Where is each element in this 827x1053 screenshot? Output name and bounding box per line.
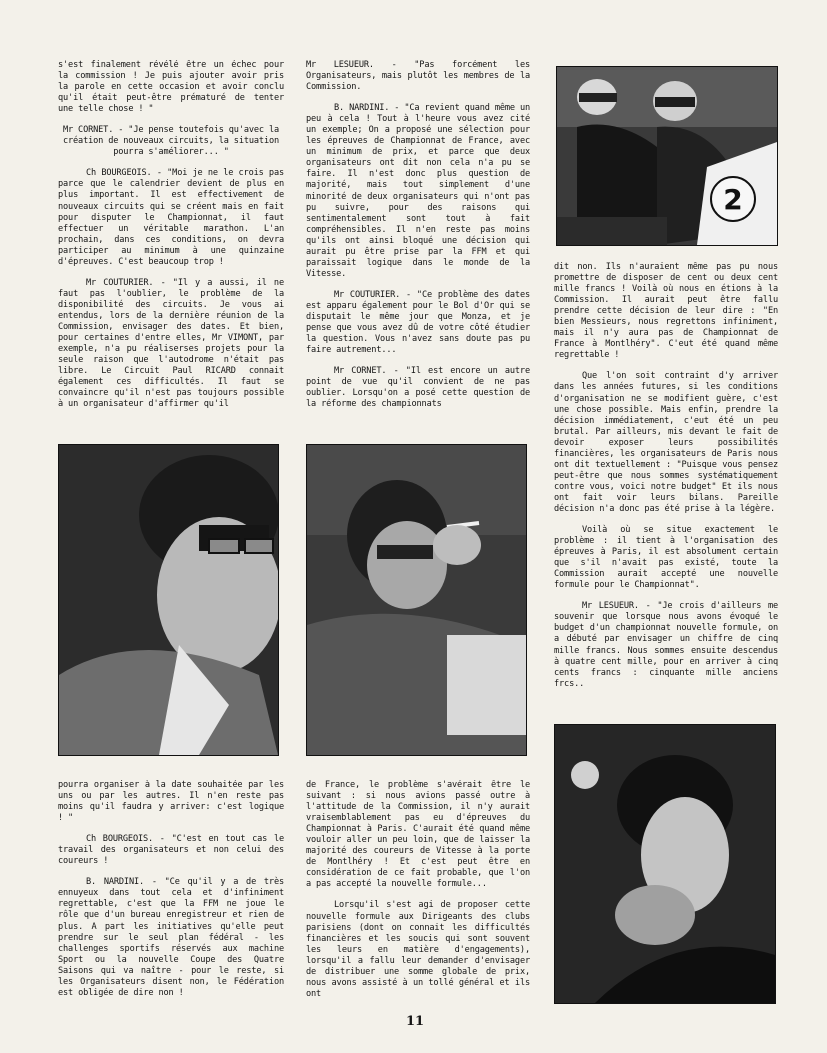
photo-man-cigarette [306, 444, 527, 756]
column-2-top [306, 60, 530, 430]
race-number: 2 [723, 183, 743, 216]
paragraph: Mr CORNET. - "Je pense toutefois qu'avec la création de nouveaux circuits, la situation pourra s'améliorer... " [62, 125, 280, 158]
man-glasses-image [59, 445, 278, 755]
paragraph: Mr COUTURIER. - "Ce problème des dates est apparu également pour le Bol d'Or qui se disputait le même jour que Monza, et je pense que vous avez dû de votre côté étudier la question. Vous n'avez sans doute pas pu faire autrement... [306, 289, 530, 356]
column-2-bottom [306, 780, 530, 1006]
paragraph: Que l'on soit contraint d'y arriver dans les années futures, si les conditions d'organisation ne se modifient guère, c'est une chose possible. Mais enfin, prendre la décision immédiatement, c'eut été un peu brutal. Par ailleurs, mis devant le fait de devoir exposer leurs possibilités financières, les organisateurs de Paris nous ont dit textuellement : "Puisque vous pensez peut-être que nous sommes systématiquement contre vous, voici notre budget" Et ils nous ont fait voir leurs bilans. Pareille décision n'a donc pas été prise à la légère. [554, 371, 778, 514]
column-1-top [58, 60, 284, 430]
photo-man-glasses [58, 444, 279, 756]
paragraph: B. NARDINI. - "Ce qu'il y a de très ennuyeux dans tout cela et d'infiniment regrettable, c'est que la FFM ne joue le rôle que d'un bureau enregistreur et rien de plus. A part les initiatives qu'elle peut prendre sur le seul plan fédéral - les challenges sportifs réservés aux machine Sport ou la nouvelle Coupe des Quatre Saisons qui va naître - pour le reste, si les Organisateurs disent non, le Fédération est obligée de dire non ! [58, 877, 284, 998]
paragraph: s'est finalement révélé être un échec pour la commission ! Je puis ajouter avoir pris la parole en cette occasion et avoir conclu qu'il était peut-être prématuré de tenter une telle chose ! " [58, 60, 284, 115]
paragraph: de France, le problème s'avérait être le suivant : si nous avions passé outre à l'attitude de la Commission, il n'y aurait vraisemblablement pas eu d'épreuves du Championnat à Paris. C'aurait été quand même vouloir aller un peu loin, que de laisser la majorité des coureurs de Vitesse à la porte de Montlhéry ! Et c'est peut être en considération de ce fait probable, que l'on a pas accepté la nouvelle formule... [306, 780, 530, 890]
paragraph: Ch BOURGEOIS. - "Moi je ne le crois pas parce que le calendrier devient de plus en plus important. Il est effectivement de nouveaux circuits qui se créent mais en fait pour disputer le Championnat, il faut effectuer un véritable marathon. L'an prochain, dans ces conditions, on devra participer au minimum à une quinzaine d'épreuves. C'est beaucoup trop ! [58, 168, 284, 267]
paragraph: Mr COUTURIER. - "Il y a aussi, il ne faut pas l'oublier, le problème de la disponibilité des circuits. Je vous ai entendus, lors de la dernière réunion de la Commission, envisager des dates. Et bien, pour certaines d'entre elles, Mr VIMONT, par exemple, n'a pu réaliserses projets pour la seule raison que l'autodrome n'était pas libre. Le Circuit Paul RICARD connait également ces difficultés. Il faut se convaincre qu'il n'est pas toujours possible à un organisateur d'affirmer qu'il [58, 277, 284, 410]
man-cigarette-image [307, 445, 526, 755]
young-man-image [555, 725, 775, 1003]
paragraph: B. NARDINI. - "Ca revient quand même un peu à cela ! Tout à l'heure vous avez cité un exemple; On a proposé une sélection pour les épreuves de Championnat de France, avec un minimum de prix, et parce que deux organisateurs ont dit non cela n'a pu se faire. Il n'est donc plus question de majorité, mais tout simplement d'une minorité de deux organisateurs qui n'ont pas pu suivre, pour des raisons qui sentimentalement sont tout à fait compréhensibles. Il n'en reste pas moins qu'ils ont ainsi bloqué une décision qui aurait pu être prise par la FFM et qui paraissait logique dans le monde de la Vitesse. [306, 103, 530, 279]
photo-young-man [554, 724, 776, 1004]
paragraph: dit non. Ils n'auraient même pas pu nous promettre de disposer de cent ou deux cent mille francs ! Voilà où nous en étions à la Commission. Il aurait peut être fallu prendre cette décision de leur dire : "En bien Messieurs, nous regrettons infiniment, mais il n'y aura pas de Championnat de France à Montlhéry". C'eut été quand même regrettable ! [554, 262, 778, 361]
paragraph: Mr CORNET. - "Il est encore un autre point de vue qu'il convient de ne pas oublier. Lorsqu'on a posé cette question de la réforme des championnats [306, 366, 530, 410]
sidecar-race-image [557, 67, 777, 245]
paragraph: Mr LESUEUR. - "Je crois d'ailleurs me souvenir que lorsque nous avons évoqué le budget d'un championnat nouvelle formule, on a débuté par envisager un chiffre de cinq mille francs. Nous sommes ensuite descendus à quatre cent mille, pour en arriver à cinq cents francs : cinquante mille anciens frcs.. [554, 601, 778, 689]
paragraph: Lorsqu'il s'est agi de proposer cette nouvelle formule aux Dirigeants des clubs parisiens (dont on connait les difficultés financières et les soucis qui sont souvent les leurs en matière d'engagements), lorsqu'il a fallu leur demander d'envisager de distribuer une somme globale de prix, nous avons assisté à un tollé général et ils ont [306, 900, 530, 999]
paragraph: pourra organiser à la date souhaitée par les uns ou par les autres. Il n'en reste pas moins qu'il faudra y arriver: c'est logique ! " [58, 780, 284, 824]
paragraph: Voilà où se situe exactement le problème : il tient à l'organisation des épreuves à Paris, il est absolument certain que s'il n'avait pas existé, toute la Commission aurait accepté une nouvelle formule pour le Championnat". [554, 525, 778, 591]
photo-sidecar-race [556, 66, 778, 246]
paragraph: Mr LESUEUR. - "Pas forcément les Organisateurs, mais plutôt les membres de la Commission. [306, 60, 530, 93]
page-number: 11 [405, 1014, 425, 1029]
column-3-middle [554, 262, 778, 708]
paragraph: Ch BOURGEOIS. - "C'est en tout cas le travail des organisateurs et non celui des coureurs ! [58, 834, 284, 867]
column-1-bottom [58, 780, 284, 1006]
